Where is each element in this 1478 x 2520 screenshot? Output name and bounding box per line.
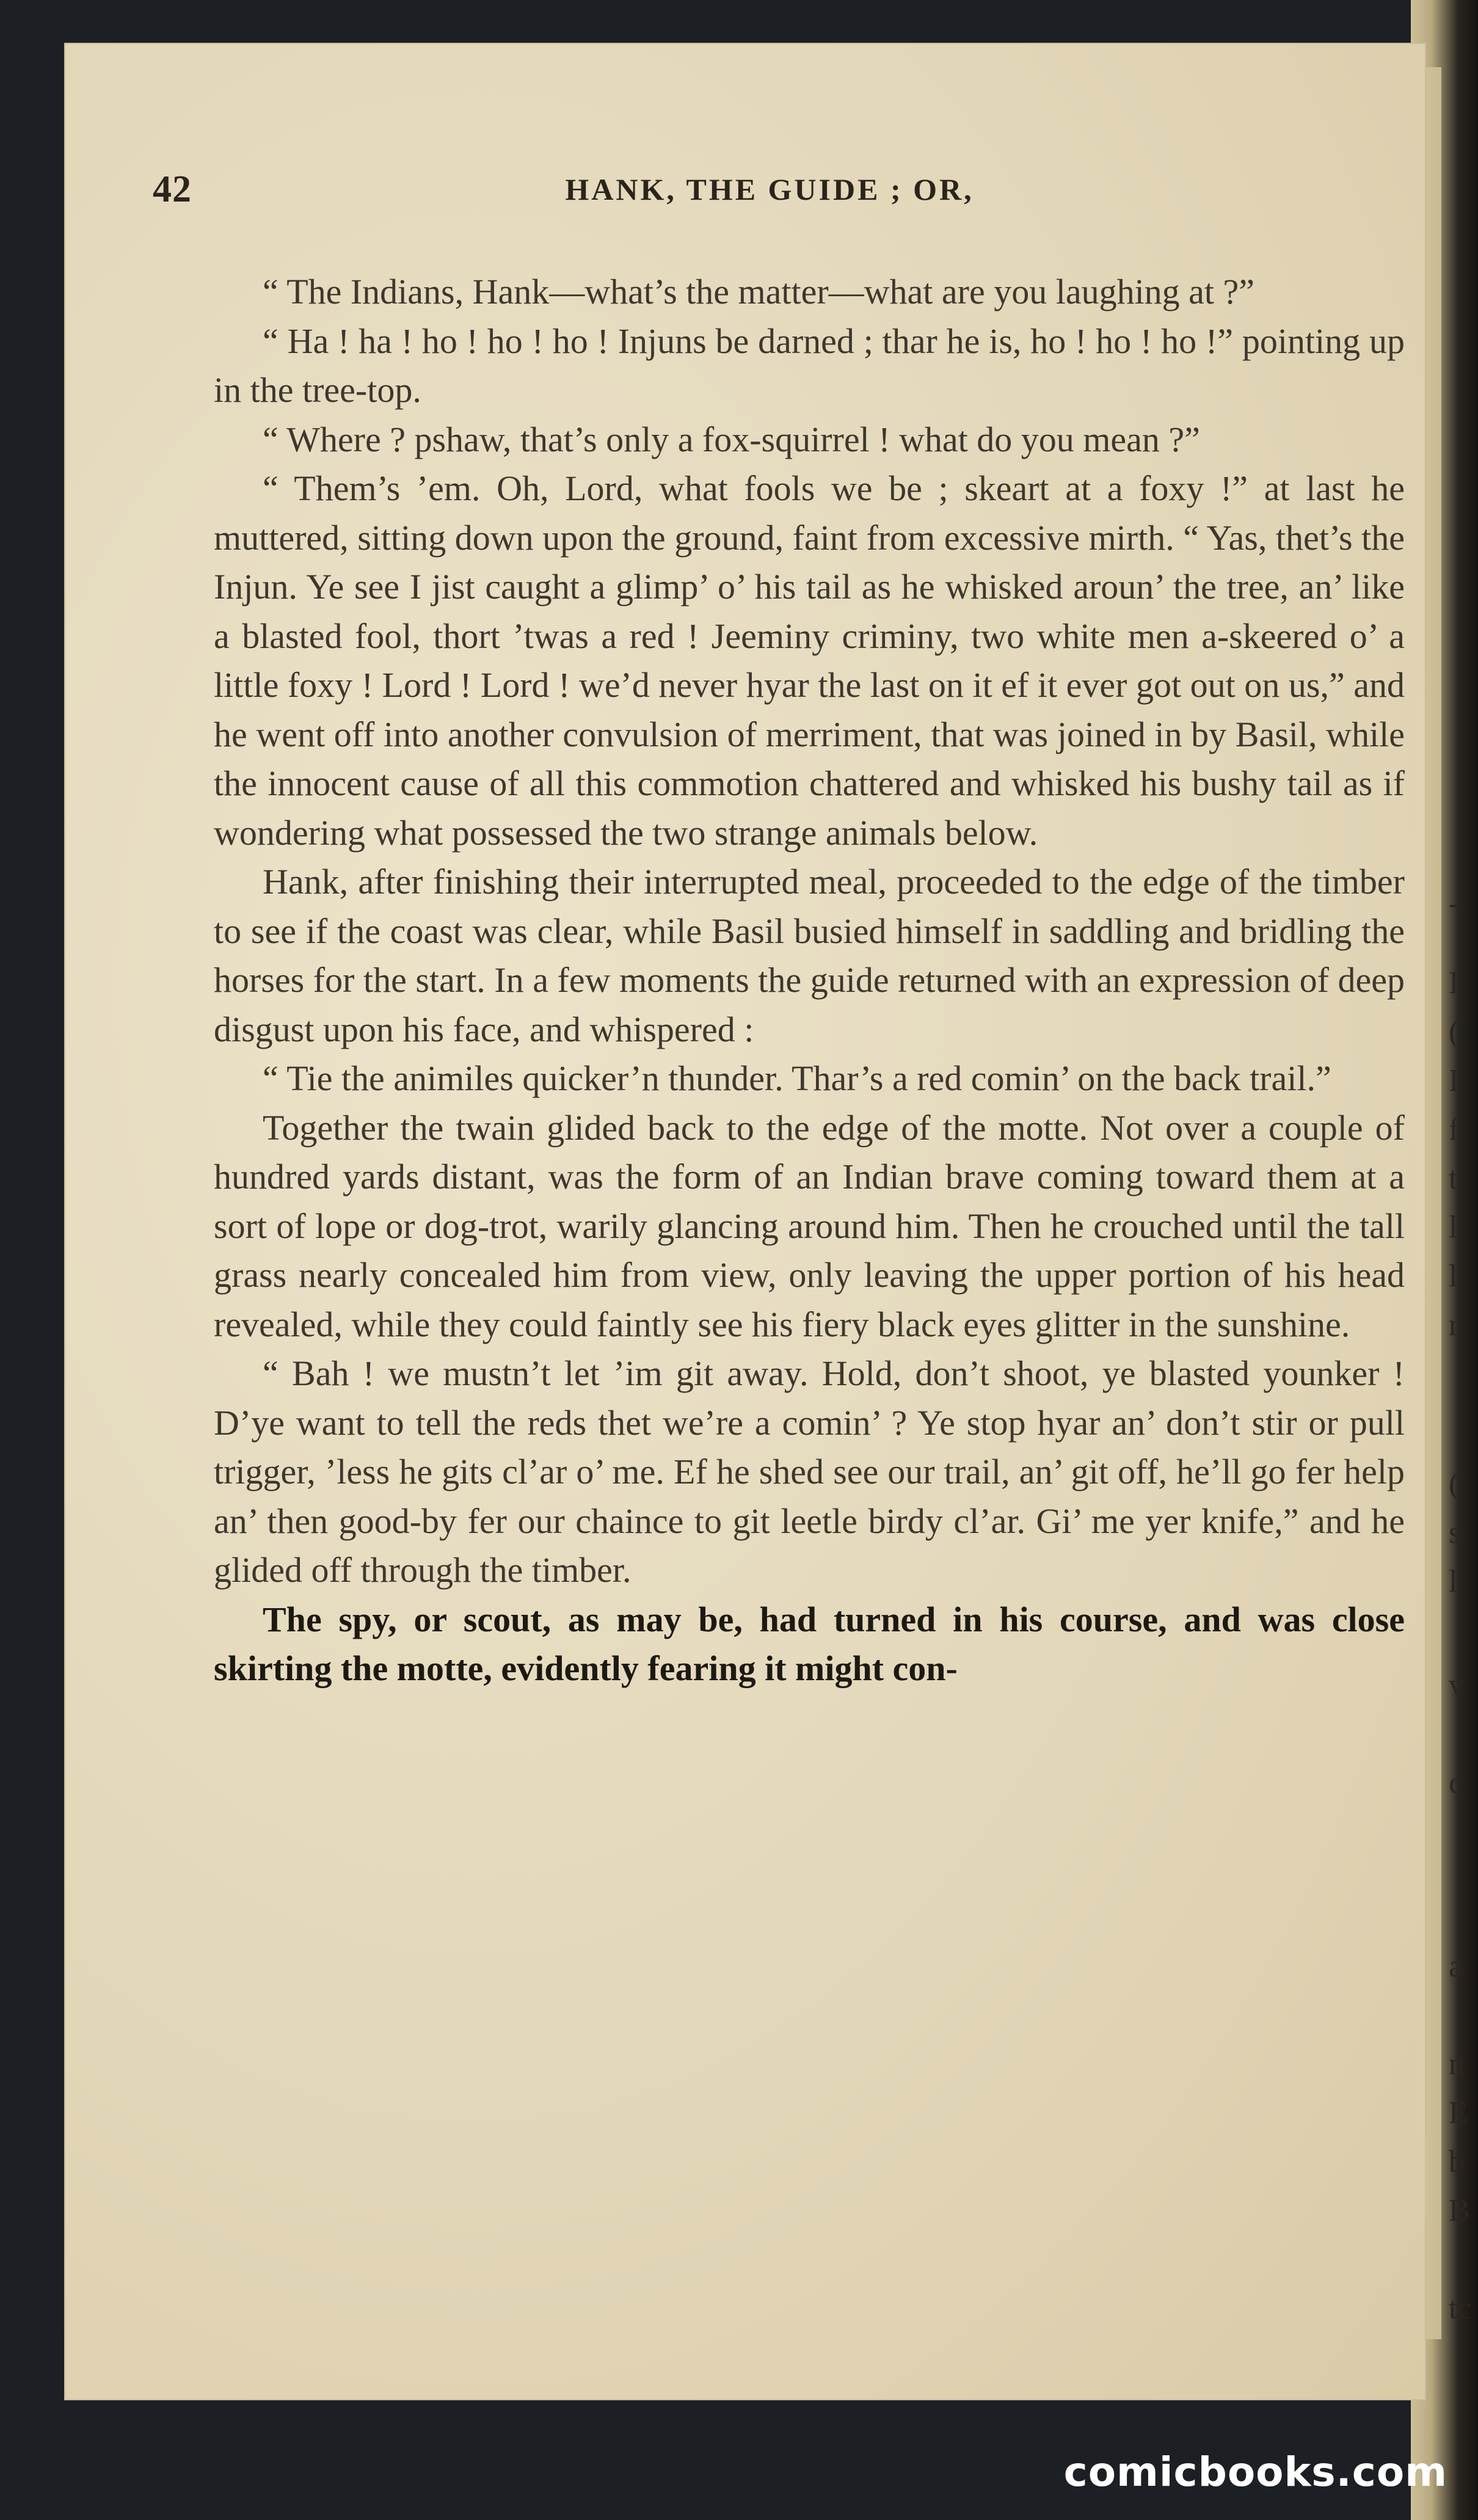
paragraph: “ Ha ! ha ! ho ! ho ! ho ! Injuns be darned ; thar he is, ho ! ho ! ho !” pointing up in the tree-top. <box>214 321 1405 410</box>
margin-letter: n <box>1449 2047 1465 2081</box>
margin-letter: f <box>1449 1112 1460 1147</box>
paragraph: “ Tie the animiles quicker’n thunder. Thar’s a red comin’ on the back trail.” <box>263 1058 1331 1098</box>
margin-letter: l <box>1449 1210 1458 1245</box>
margin-letter: b <box>1449 2144 1465 2179</box>
margin-letter: v <box>1449 1668 1465 1703</box>
paragraph: The spy, or scout, as may be, had turned in his course, and was close skirting the motte, evidently fearing it might con- <box>214 1599 1405 1688</box>
margin-letter: c <box>1449 1766 1463 1801</box>
running-head: HANK, THE GUIDE ; OR, <box>565 172 974 206</box>
paragraph: “ The Indians, Hank—what’s the matter—what are you laughing at ?” <box>263 272 1255 311</box>
margin-letter: I <box>1449 1063 1460 1098</box>
margin-letter: B <box>1449 2193 1470 2228</box>
margin-letter: ( <box>1449 1466 1460 1501</box>
margin-letter: E <box>1449 2096 1468 2130</box>
margin-letter: l <box>1449 1564 1458 1599</box>
margin-letter: I <box>1449 966 1460 1000</box>
paragraph: “ Where ? pshaw, that’s only a fox-squirrel ! what do you mean ?” <box>263 419 1200 459</box>
source-watermark: comicbooks.com <box>1063 2449 1447 2496</box>
paragraph: Together the twain glided back to the edge of the motte. Not over a couple of hundred yards distant, was the form of an Indian brave coming toward them at a sort of lope or dog-trot, warily glancing around him. Then he crouched until the tall grass nearly concealed him from view, only leaving the upper portion of his head revealed, while they could faintly see his fiery black eyes glitter in the sunshine. <box>214 1107 1405 1344</box>
paragraph: “ Them’s ’em. Oh, Lord, what fools we be ; skeart at a foxy !” at last he muttered, sitting down upon the ground, faint from excessive mirth. “ Yas, thet’s the Injun. Ye see I jist caught a glimp’ o’ his tail as he whisked aroun’ the tree, an’ like a blasted fool, thort ’twas a red ! Jeeminy criminy, two white men a-skeered o’ a little foxy ! Lord ! Lord ! we’d never hyar the last on it ef it ever got out on us,” and he went off into another convulsion of merriment, that was joined in by Basil, while the innocent cause of all this commotion chattered and whisked his bushy tail as if wondering what possessed the two strange animals below. <box>214 468 1405 853</box>
paragraph: Hank, after finishing their interrupted meal, proceeded to the edge of the timber to see if the coast was clear, while Basil busied himself in saddling and bridling the horses for the start. In a few moments the guide returned with an expression of deep disgust upon his face, and whispered : <box>214 862 1405 1049</box>
margin-letter: ( <box>1449 1014 1460 1049</box>
margin-letter: tc <box>1449 2291 1472 2326</box>
margin-letter: - <box>1449 886 1460 921</box>
page-number: 42 <box>153 169 192 210</box>
body-text <box>214 268 1405 1694</box>
margin-letter: l <box>1449 1259 1458 1294</box>
margin-letter: a <box>1449 1949 1463 1984</box>
margin-letter: t <box>1449 1161 1458 1196</box>
paragraph: “ Bah ! we mustn’t let ’im git away. Hold, don’t shoot, ye blasted younker ! D’ye want to tell the reds thet we’re a comin’ ? Ye stop hyar an’ don’t stir or pull trigger, ’less he gits cl’ar o’ me. Ef he shed see our trail, an’ git off, he’ll go fer help an’ then good-by fer our chaince to git leetle birdy cl’ar. Gi’ me yer knife,” and he glided off through the timber. <box>214 1353 1405 1590</box>
page-header <box>153 168 1386 235</box>
margin-letter: s <box>1449 1515 1462 1550</box>
margin-letter: r <box>1449 1308 1460 1342</box>
facing-page-margin-text <box>1449 886 1478 2351</box>
